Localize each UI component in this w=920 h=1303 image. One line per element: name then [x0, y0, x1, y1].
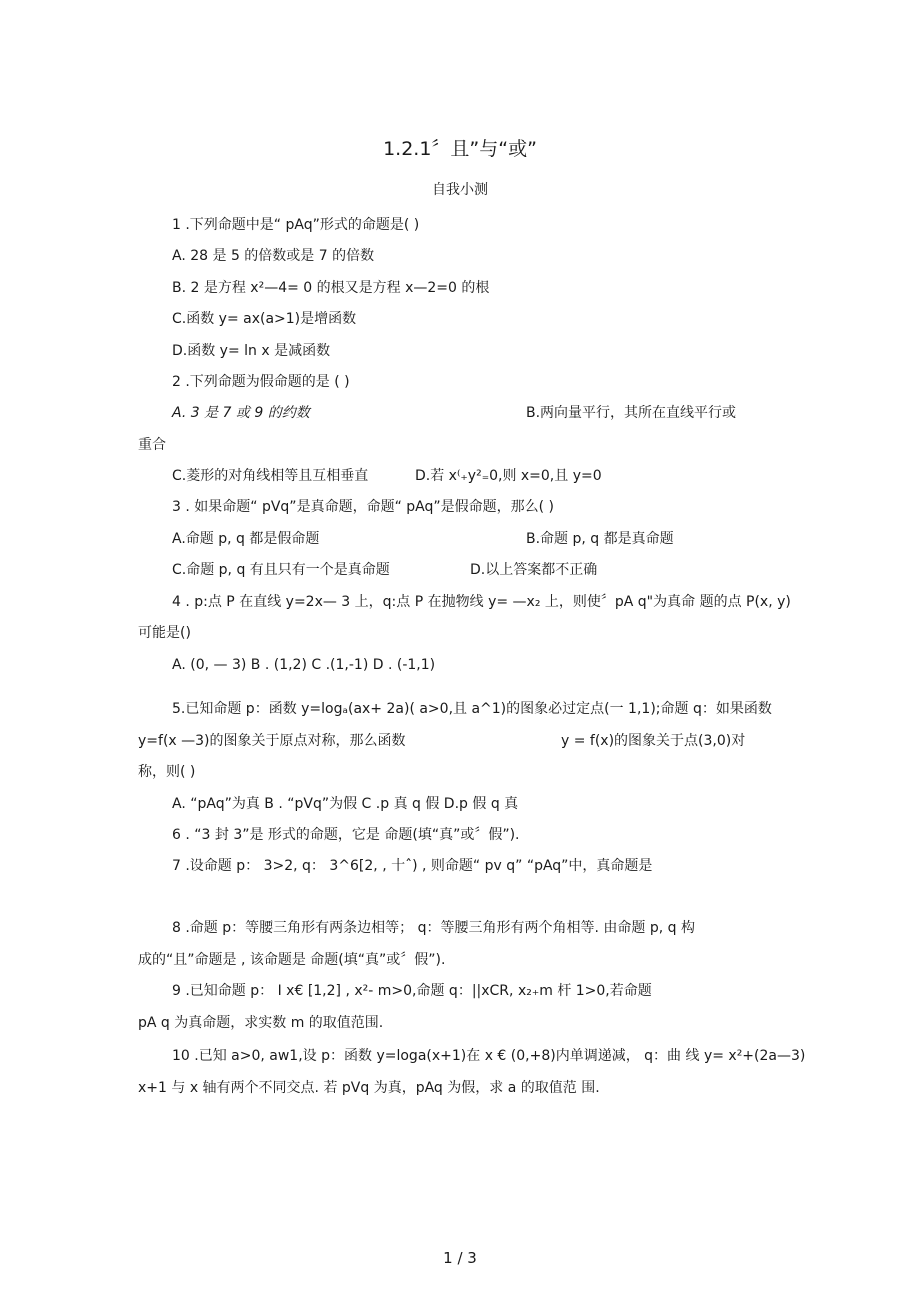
question-2-option-b-cont: 重合 [138, 437, 166, 453]
question-5-stem-cont-right: y = f(x)的图象关于点(3,0)对 [561, 733, 746, 749]
question-5-stem-cont-left: y=f(x —3)的图象关于原点对称，那么函数 [138, 733, 406, 749]
question-2-option-d: D.若 x⁽₊y²₌0,则 x=0,且 y=0 [415, 468, 602, 484]
question-3-stem: 3 . 如果命题“ pVq”是真命题，命题“ pAq”是假命题，那么( ) [172, 499, 554, 515]
question-2-option-b: B.两向量平行，其所在直线平行或 [526, 405, 737, 421]
page-number: 1 / 3 [443, 1249, 477, 1267]
question-5-stem-end: 称，则( ) [138, 764, 196, 780]
question-10-stem-cont: x+1 与 x 轴有两个不同交点. 若 pVq 为真，pAq 为假，求 a 的取值范 围. [138, 1080, 600, 1096]
question-1-option-d: D.函数 y= ln x 是减函数 [172, 343, 331, 359]
question-9-stem-cont: pA q 为真命题，求实数 m 的取值范围. [138, 1015, 384, 1031]
question-4-options: A. (0, — 3) B . (1,2) C .(1,-1) D . (-1,1) [172, 657, 436, 673]
question-1-option-b: B. 2 是方程 x²—4= 0 的根又是方程 x—2=0 的根 [172, 280, 490, 296]
question-3-option-d: D.以上答案都不正确 [470, 562, 598, 578]
question-2-option-c: C.菱形的对角线相等且互相垂直 [172, 468, 369, 484]
question-2-stem: 2 .下列命题为假命题的是 ( ) [172, 374, 350, 390]
question-4-stem: 4 . p:点 P 在直线 y=2x— 3 上，q:点 P 在抛物线 y= —x₂ 上，则使〞pA q"为真命 题的点 P(x, y) [172, 594, 791, 610]
question-8-stem-cont: 成的“且”命题是 , 该命题是 命题(填“真”或〞假”). [138, 952, 446, 968]
question-5-options: A. “pAq”为真 B . “pVq”为假 C .p 真 q 假 D.p 假 q 真 [172, 796, 519, 812]
question-3-option-b: B.命题 p, q 都是真命题 [526, 531, 674, 547]
question-8-stem: 8 .命题 p：等腰三角形有两条边相等； q：等腰三角形有两个角相等. 由命题 p, q 构 [172, 920, 695, 936]
question-6-stem: 6 . “3 封 3”是 形式的命题，它是 命题(填“真”或〞假”). [172, 827, 520, 843]
question-1-option-a: A. 28 是 5 的倍数或是 7 的倍数 [172, 248, 375, 264]
section-subtitle: 自我小测 [432, 182, 488, 198]
question-5-stem: 5.已知命题 p：函数 y=logₐ(ax+ 2a)( a>0,且 a^1)的图象必过定点(一 1,1);命题 q：如果函数 [172, 701, 772, 717]
question-7-stem: 7 .设命题 p： 3>2, q： 3^6[2, , 十ˆ) , 则命题“ pv q” “pAq”中，真命题是 [172, 858, 653, 874]
question-1-stem: 1 .下列命题中是“ pAq”形式的命题是( ) [172, 217, 420, 233]
question-1-option-c: C.函数 y= ax(a>1)是增函数 [172, 311, 357, 327]
question-3-option-a: A.命题 p, q 都是假命题 [172, 531, 320, 547]
question-9-stem: 9 .已知命题 p： I x€ [1,2] , x²- m>0,命题 q：||xCR, x₂₊m 杆 1>0,若命题 [172, 983, 652, 999]
question-3-option-c: C.命题 p, q 有且只有一个是真命题 [172, 562, 390, 578]
question-10-stem: 10 .已知 a>0, aw1,设 p：函数 y=loga(x+1)在 x € (0,+8)内单调递减， q：曲 线 y= x²+(2a—3) [172, 1048, 806, 1064]
question-4-stem-cont: 可能是() [138, 625, 191, 641]
page-title: 1.2.1〞且”与“或” [383, 138, 537, 160]
question-2-option-a: A. 3 是 7 或 9 的约数 [172, 405, 310, 421]
